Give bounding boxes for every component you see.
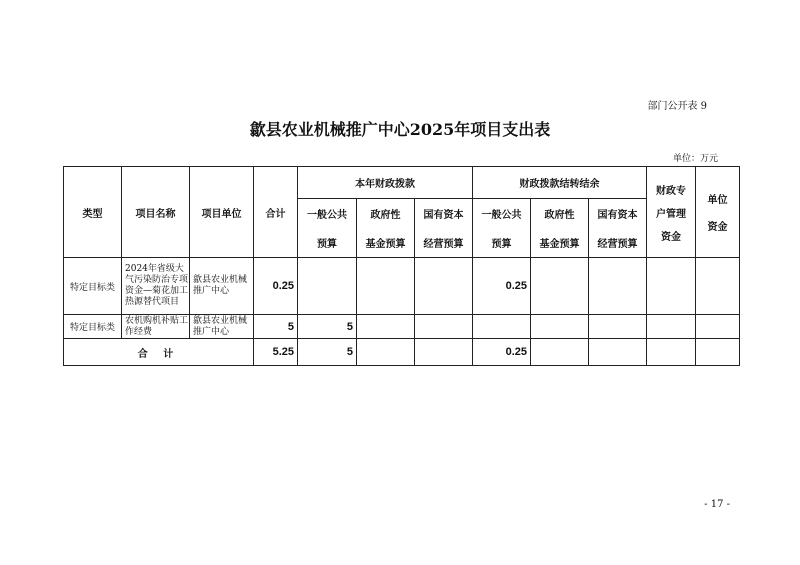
col-cur-state-capital-l2: 经营预算 xyxy=(415,228,473,258)
cell-carry-gov-fund xyxy=(531,258,589,315)
col-cur-state-capital-l1: 国有资本 xyxy=(415,199,473,229)
col-unit-funds-l1: 单位 xyxy=(707,195,728,206)
cell-carry-general xyxy=(473,315,531,339)
cell-project-unit: 歙县农业机械推广中心 xyxy=(190,258,254,315)
col-cur-general-l2: 预算 xyxy=(298,228,357,258)
col-special-funds-l2: 户管理 xyxy=(656,208,687,220)
cell-cur-general xyxy=(298,258,357,315)
totals-cur-state-capital xyxy=(415,339,473,366)
project-expenditure-table xyxy=(63,166,740,366)
cell-total: 0.25 xyxy=(254,258,298,315)
col-group-current-year: 本年财政拨款 xyxy=(298,167,473,199)
col-carry-state-capital-l1: 国有资本 xyxy=(589,199,647,229)
cell-special-funds xyxy=(647,258,696,315)
cell-cur-general: 5 xyxy=(298,315,357,339)
cell-unit-funds xyxy=(696,258,740,315)
table-row xyxy=(64,258,740,315)
totals-cur-gov-fund xyxy=(357,339,415,366)
table-row xyxy=(64,315,740,339)
col-cur-gov-fund-l2: 基金预算 xyxy=(357,228,415,258)
col-unit-funds-l2: 资金 xyxy=(707,222,728,233)
unit-label: 单位：万元 xyxy=(672,154,718,164)
col-cur-gov-fund-l1: 政府性 xyxy=(357,199,415,229)
totals-carry-gov-fund xyxy=(531,339,589,366)
col-project-unit: 项目单位 xyxy=(190,167,254,258)
col-carry-general-l2: 预算 xyxy=(473,228,531,258)
cell-cur-gov-fund xyxy=(357,258,415,315)
col-type: 类型 xyxy=(64,167,122,258)
cell-unit-funds xyxy=(696,315,740,339)
col-project-name: 项目名称 xyxy=(122,167,190,258)
cell-carry-general: 0.25 xyxy=(473,258,531,315)
totals-total: 5.25 xyxy=(254,339,298,366)
col-cur-general-l1: 一般公共 xyxy=(298,199,357,229)
totals-carry-state-capital xyxy=(589,339,647,366)
page-title: 歙县农业机械推广中心2025年项目支出表 xyxy=(249,120,551,139)
cell-total: 5 xyxy=(254,315,298,339)
totals-unit-funds xyxy=(696,339,740,366)
totals-cur-general: 5 xyxy=(298,339,357,366)
col-carry-state-capital-l2: 经营预算 xyxy=(589,228,647,258)
col-total: 合计 xyxy=(254,167,298,258)
totals-row xyxy=(64,339,740,366)
cell-carry-gov-fund xyxy=(531,315,589,339)
col-special-funds-l3: 资金 xyxy=(661,231,682,243)
cell-project-name: 2024年省级大气污染防治专项资金—菊花加工热源替代项目 xyxy=(122,258,190,315)
totals-special-funds xyxy=(647,339,696,366)
cell-cur-state-capital xyxy=(415,315,473,339)
cell-project-name: 农机购机补贴工作经费 xyxy=(122,315,190,339)
col-carry-general-l1: 一般公共 xyxy=(473,199,531,229)
cell-cur-state-capital xyxy=(415,258,473,315)
totals-label: 合 计 xyxy=(64,339,254,366)
cell-type: 特定目标类 xyxy=(64,258,122,315)
col-special-funds xyxy=(647,167,696,258)
totals-carry-general: 0.25 xyxy=(473,339,531,366)
cell-carry-state-capital xyxy=(589,315,647,339)
cell-type: 特定目标类 xyxy=(64,315,122,339)
page-number: - 17 - xyxy=(704,499,730,510)
cell-special-funds xyxy=(647,315,696,339)
col-carry-gov-fund-l1: 政府性 xyxy=(531,199,589,229)
col-special-funds-l1: 财政专 xyxy=(656,185,687,197)
col-carry-gov-fund-l2: 基金预算 xyxy=(531,228,589,258)
cell-cur-gov-fund xyxy=(357,315,415,339)
cell-project-unit: 歙县农业机械推广中心 xyxy=(190,315,254,339)
cell-carry-state-capital xyxy=(589,258,647,315)
col-unit-funds xyxy=(696,167,740,258)
col-group-carryover: 财政拨款结转结余 xyxy=(473,167,647,199)
table-label: 部门公开表 9 xyxy=(647,101,707,112)
